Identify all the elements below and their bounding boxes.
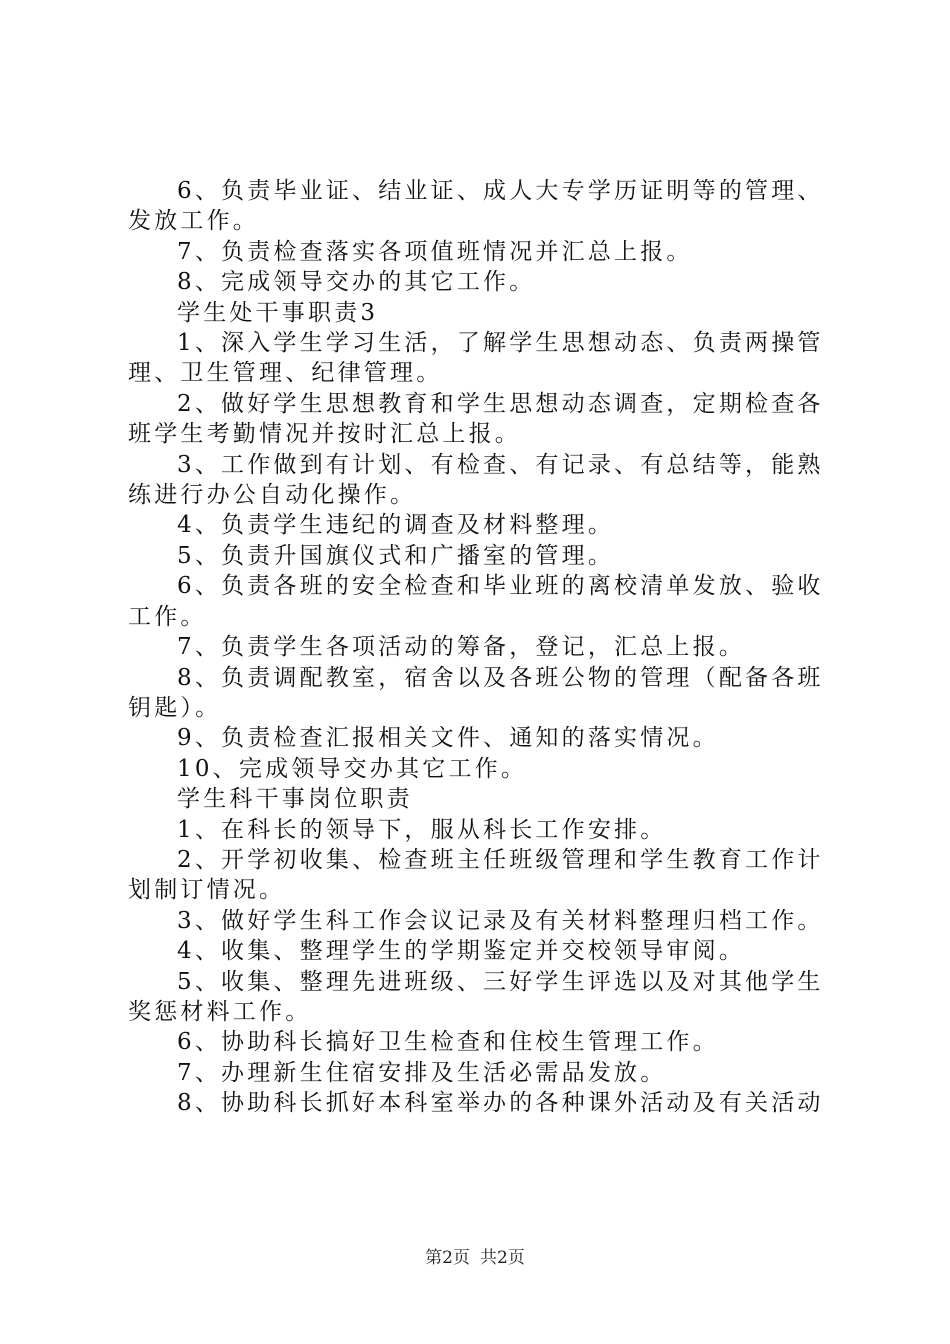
paragraph: 7、负责学生各项活动的筹备，登记，汇总上报。 <box>177 634 746 661</box>
paragraph: 8、协助科长抓好本科室举办的各种课外活动及有关活动 <box>177 1090 824 1117</box>
document-body <box>128 176 848 1119</box>
section-heading: 学生科干事岗位职责 <box>177 786 413 813</box>
paragraph: 1、深入学生学习生活，了解学生思想动态、负责两操管理、卫生管理、纪律管理。 <box>128 330 824 387</box>
paragraph: 4、负责学生违纪的调查及材料整理。 <box>177 512 615 539</box>
paragraph: 9、负责检查汇报相关文件、通知的落实情况。 <box>177 725 719 752</box>
paragraph: 4、收集、整理学生的学期鉴定并交校领导审阅。 <box>177 938 746 965</box>
paragraph: 1、在科长的领导下，服从科长工作安排。 <box>177 816 667 843</box>
paragraph: 5、负责升国旗仪式和广播室的管理。 <box>177 542 615 569</box>
paragraph: 6、协助科长搞好卫生检查和住校生管理工作。 <box>177 1029 719 1056</box>
paragraph: 5、收集、整理先进班级、三好学生评选以及对其他学生奖惩材料工作。 <box>128 968 824 1025</box>
section-heading: 学生处干事职责3 <box>177 299 379 326</box>
paragraph: 6、负责毕业证、结业证、成人大专学历证明等的管理、发放工作。 <box>128 178 824 235</box>
page-total: 共2页 <box>480 1248 525 1268</box>
paragraph: 10、完成领导交办其它工作。 <box>177 755 528 782</box>
paragraph: 3、做好学生科工作会议记录及有关材料整理归档工作。 <box>177 907 824 934</box>
paragraph: 8、负责调配教室，宿舍以及各班公物的管理（配备各班钥匙）。 <box>128 664 824 721</box>
paragraph: 3、工作做到有计划、有检查、有记录、有总结等，能熟练进行办公自动化操作。 <box>128 451 824 509</box>
paragraph: 2、做好学生思想教育和学生思想动态调查，定期检查各班学生考勤情况并按时汇总上报。 <box>128 390 824 448</box>
paragraph: 2、开学初收集、检查班主任班级管理和学生教育工作计划制订情况。 <box>128 846 824 904</box>
page-number: 第2页 <box>425 1248 470 1268</box>
paragraph: 7、办理新生住宿安排及生活必需品发放。 <box>177 1059 667 1086</box>
paragraph: 6、负责各班的安全检查和毕业班的离校清单发放、验收工作。 <box>128 573 824 630</box>
paragraph: 7、负责检查落实各项值班情况并汇总上报。 <box>177 238 693 265</box>
paragraph: 8、完成领导交办的其它工作。 <box>177 269 536 296</box>
page-footer <box>0 1243 950 1268</box>
